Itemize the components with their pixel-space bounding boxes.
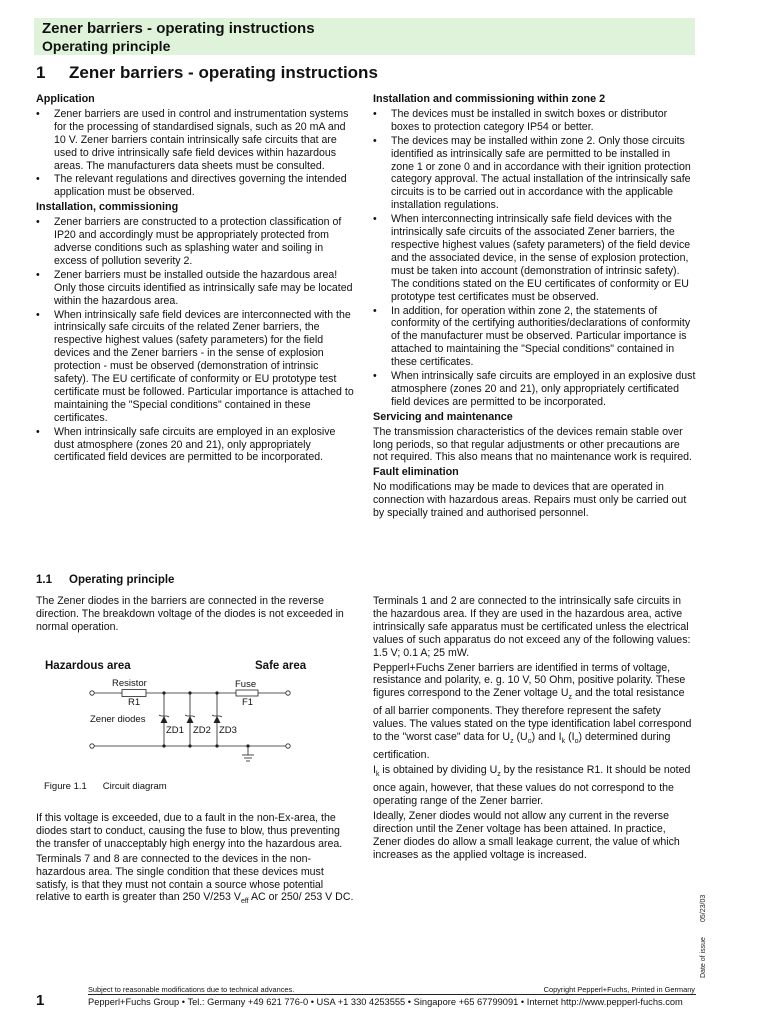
list-item: • The devices may be installed within zone 2. Only those circuits identified as intrinsically safe are permitted to be installed in zone 1 or zone 0 and in accordance with their ignition protection category approval. The actual installation of the intrinsically safe circuits is to be carried out in accordance with the applicable installation regulations. [373,135,696,212]
list-item: • When interconnecting intrinsically safe field devices with the intrinsically safe circuits of the associated Zener barriers, the respective highest values (safety parameters) of the field device and the associated device, in the sense of explosion protection, must be taken into account (demonstration of intrinsic safety). The conditions stated on the EU certificates of conformity or EU prototype test certificates must be observed. [373,213,696,303]
section-number: 1 [36,63,46,82]
servicing-heading: Servicing and maintenance [373,410,513,423]
page-number: 1 [36,992,45,1009]
hazardous-area-label: Hazardous area [45,660,131,672]
figure-number: Figure 1.1 [44,781,87,792]
installation-list [36,216,356,464]
list-item: • Zener barriers must be installed outside the hazardous area! Only those circuits identified as intrinsically safe may be located within the hazardous area. [36,269,356,308]
list-item: • The devices must be installed in switch boxes or distributor boxes to protection category IP54 or better. [373,108,696,134]
circuit-diagram [44,657,344,769]
fault-text: No modifications may be made to devices that are operated in connection with hazardous areas. Repairs must only be carried out by specially trained and authorised personnel. [373,481,687,520]
zener-diode-symbols [161,716,221,723]
zd1-diode [161,716,168,723]
resistor-symbol [122,690,146,697]
operating-left-lower [36,812,356,911]
resistor-label: Resistor [112,678,147,689]
left-column [36,93,356,466]
header-subtitle: Operating principle [42,38,171,54]
footer-note: Subject to reasonable modifications due to technical advances. [88,985,295,994]
application-heading: Application [36,93,95,105]
safe-area-label: Safe area [255,660,307,672]
list-item: • When intrinsically safe circuits are employed in an explosive dust atmosphere (zones 20 and 21), only appropriately certificated field devices are permitted to be incorporated. [36,426,356,465]
right-column [373,93,696,522]
leakage-current-text: Ideally, Zener diodes would not allow any current in the reverse direction until the Zener voltage has been attained. In practice, Zener diodes do allow a small leakage current, the value of which increases as the applied voltage is increased. [373,809,680,861]
fault-current-text: If this voltage is exceeded, due to a fault in the non-Ex-area, the diodes start to conduct, causing the fuse to blow, thus preventing the transfer of unacceptably high energy into the hazardous area. [36,812,343,850]
zd1-label: ZD1 [166,725,184,736]
terminals-1-2-text: Terminals 1 and 2 are connected to the intrinsically safe circuits in the hazardous area. If they are used in the hazardous area, active intrinsically safe apparatus must be certificated unless the electrical values of such apparatus do not exceed any of the following values: 1.5 V; 0.1 A; 25 mW. [373,595,691,659]
footer-copyright: Copyright Pepperl+Fuchs, Printed in Germany [543,985,695,994]
fuse-label: Fuse [235,679,257,690]
subsection-heading [36,574,174,586]
terminal-8 [286,744,290,748]
terminal-2 [90,744,94,748]
subsection-title: Operating principle [69,574,175,586]
footer-divider [88,994,696,995]
fault-heading: Fault elimination [373,466,459,479]
ik-calculation-text: $I_k$ is obtained by dividing $U_z$ by the resistance R1. It should be noted once again, however, that these values do not correspond to the operating range of the Zener barrier. [373,764,691,808]
list-item: • In addition, for operation within zone 2, the statements of conformity of the certifying authorities/declarations of conformity of the manufacturer must be observed. Particular importance is attached to maintaining the "Special conditions" contained in these certificates. [373,305,696,370]
zener-diodes-label: Zener diodes [90,714,146,725]
section-title: Zener barriers - operating instructions [69,63,378,82]
date-of-issue: 05/23/03 [700,894,707,922]
zd3-diode [214,716,221,723]
operating-right [373,595,696,864]
installation-heading: Installation, commissioning [36,201,179,214]
section-heading [36,63,378,83]
application-list [36,108,356,199]
terminals-7-8-text: Terminals 7 and 8 are connected to the devices in the non-hazardous area. The single condition that these devices must satisfy, is that they must not contain a source whose potential relative to earth is greater than 250 V/253 $V_{eff}$ AC or 250/ 253 V DC. [36,852,354,906]
r1-label: R1 [128,697,141,708]
footer-contacts: Pepperl+Fuchs Group • Tel.: Germany +49 621 776-0 • USA +1 330 4253555 • Singapore +65 67799091 • Internet http://www.pepperl-fuchs.com [88,997,683,1007]
list-item: • The relevant regulations and directives governing the intended application must be observed. [36,173,356,199]
intro-text: The Zener diodes in the barriers are connected in the reverse direction. The breakdown voltage of the diodes is not exceeded in normal operation. [36,595,344,633]
zd2-label: ZD2 [193,725,211,736]
figure-caption [44,781,167,792]
zd3-label: ZD3 [219,725,237,736]
zd2-diode [187,716,194,723]
zone2-list [373,108,696,409]
servicing-text: The transmission characteristics of the devices remain stable over long periods, so that regular adjustments or other precautions are not required. This also means that no maintenance work is required. [373,425,692,464]
zone2-heading: Installation and commissioning within zone 2 [373,93,606,105]
page-header [34,18,695,55]
list-item: • When intrinsically safe field devices are interconnected with the intrinsically safe circuits of the related Zener barriers, the respective highest values (safety parameters) for the field devices and the Zener barriers - in the sense of explosion protection - must be observed (demonstration of intrinsic safety). The EU certificate of conformity or EU prototype test certificate must be followed. Particular importance is attached to maintaining the "Special conditions" contained in these certificates. [36,309,356,425]
fuse-symbol [236,690,258,696]
list-item: • Zener barriers are constructed to a protection classification of IP20 and accordingly must be appropriately protected from adverse conditions such as splashing water and soiling in excess of pollution severity 2. [36,216,356,268]
zener-identification-text: Pepperl+Fuchs Zener barriers are identified in terms of voltage, resistance and polarity, e. g. 10 V, 50 Ohm, positive polarity. These figures correspond to the Zener voltage $U_z$ and the total resistance of all barrier components. They therefore represent the safety values. The values stated on the type identification label correspond to the "worst case" data for $U_z$ $(U_o)$ and $I_k$ $(I_o)$ determined during certification. [373,661,692,762]
list-item: • When intrinsically safe circuits are employed in an explosive dust atmosphere (zones 20 and 21), only appropriately certificated field devices are permitted to be incorporated. [373,370,696,409]
figure-caption-text: Circuit diagram [102,781,167,792]
header-title: Zener barriers - operating instructions [42,20,315,37]
subsection-number: 1.1 [36,574,52,586]
terminal-7 [286,691,290,695]
f1-label: F1 [242,697,254,708]
date-of-issue-label: Date of issue [700,937,707,978]
list-item: • Zener barriers are used in control and instrumentation systems for the processing of standardised signals, such as 20 mA and 10 V. Zener barriers contain intrinsically safe circuits that are used to drive intrinsically safe field devices within hazardous areas. The manufacturers data sheets must be consulted. [36,108,356,173]
operating-intro [36,595,356,636]
terminal-1 [90,691,94,695]
